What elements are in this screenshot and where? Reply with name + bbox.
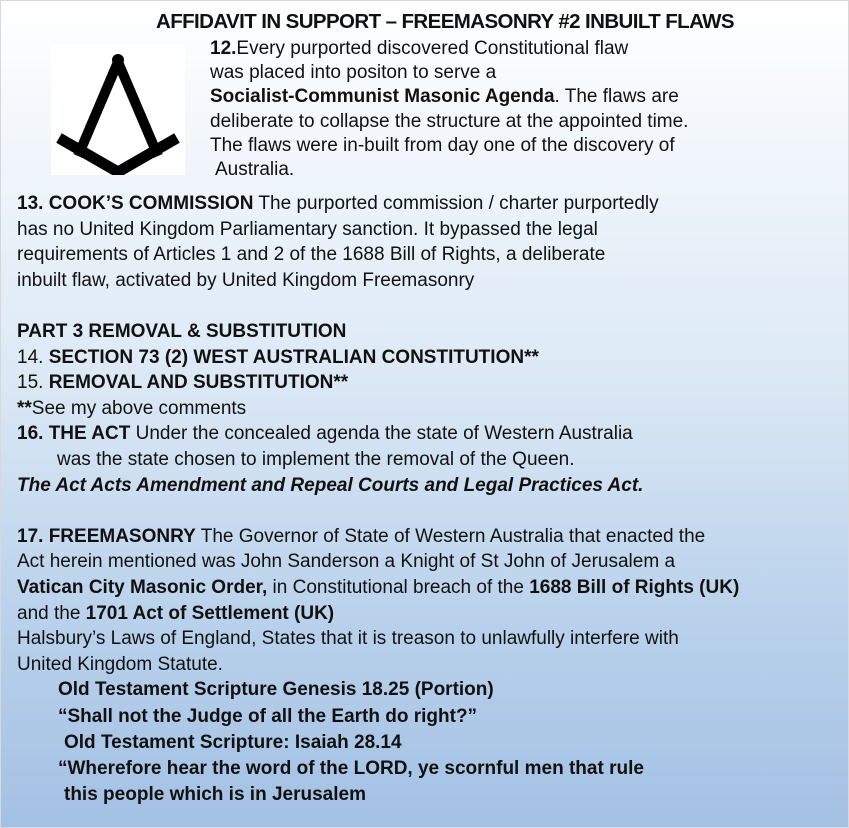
scripture-block xyxy=(17,677,842,808)
item-12-line-4: deliberate to collapse the structure at the appointed time. xyxy=(210,110,689,132)
item-12 xyxy=(210,37,830,182)
scripture-quote-2-line-2: this people which is in Jerusalem xyxy=(64,784,366,806)
item-16-heading: 16. THE ACT xyxy=(17,423,131,445)
item-17-heading: 17. FREEMASONRY xyxy=(17,525,196,547)
scripture-ref-1: Old Testament Scripture Genesis 18.25 (Portion) xyxy=(58,679,494,701)
item-17-line-5: Halsbury’s Laws of England, States that it is treason to unlawfully interfere with xyxy=(17,628,679,650)
item-12-line-6: Australia. xyxy=(215,159,295,181)
item-13-line-4: inbuilt flaw, activated by United Kingdom Freemasonry xyxy=(17,269,475,291)
note-text: See my above comments xyxy=(31,397,247,419)
item-17-line-2: Act herein mentioned was John Sanderson a Knight of St John of Jerusalem a xyxy=(17,551,676,573)
item-17-line-1: The Governor of State of Western Australia that enacted the xyxy=(195,525,706,547)
act-of-settlement: 1701 Act of Settlement (UK) xyxy=(85,602,335,624)
item-16-line-2: was the state chosen to implement the removal of the Queen. xyxy=(57,448,575,470)
item-17-line-3: in Constitutional breach of the xyxy=(267,576,530,598)
item-13-heading: 13. COOK’S COMMISSION xyxy=(17,193,254,214)
scripture-ref-2: Old Testament Scripture: Isaiah 28.14 xyxy=(64,731,402,753)
document-body xyxy=(17,191,842,809)
scripture-quote-2-line-1: “Wherefore hear the word of the LORD, ye scornful men that rule xyxy=(58,758,644,780)
page-title: AFFIDAVIT IN SUPPORT – FREEMASONRY #2 INBUILT FLAWS xyxy=(156,10,734,33)
item-12-line-2: was placed into positon to serve a xyxy=(210,62,497,84)
item-13-line-3: requirements of Articles 1 and 2 of the 1688 Bill of Rights, a deliberate xyxy=(17,244,606,266)
item-12-line-5: The flaws were in-built from day one of the discovery of xyxy=(210,134,675,156)
bill-of-rights: 1688 Bill of Rights (UK) xyxy=(529,576,740,598)
item-14-heading: SECTION 73 (2) WEST AUSTRALIAN CONSTITUTION** xyxy=(48,346,539,368)
scripture-quote-1: “Shall not the Judge of all the Earth do right?” xyxy=(58,705,478,727)
item-12-line-1: Every purported discovered Constitutional flaw xyxy=(236,38,629,59)
act-title: The Act Acts Amendment and Repeal Courts and Legal Practices Act. xyxy=(17,474,644,496)
vatican-order: Vatican City Masonic Order, xyxy=(17,576,268,598)
item-13-line-1: The purported commission / charter purportedly xyxy=(253,193,659,214)
item-12-line-3: . The flaws are xyxy=(554,86,679,108)
item-15-heading: REMOVAL AND SUBSTITUTION** xyxy=(48,372,349,394)
item-12-number: 12. xyxy=(210,38,237,59)
item-12-agenda: Socialist-Communist Masonic Agenda xyxy=(210,86,555,108)
note-stars: ** xyxy=(17,397,32,419)
item-15-number: 15. xyxy=(17,372,49,394)
square-and-compasses-icon xyxy=(51,44,185,175)
part-3-heading: PART 3 REMOVAL & SUBSTITUTION xyxy=(17,320,347,342)
item-17-line-4: and the xyxy=(17,602,86,624)
item-14-number: 14. xyxy=(17,346,49,368)
item-17-line-6: United Kingdom Statute. xyxy=(17,653,223,675)
item-16-line-1: Under the concealed agenda the state of Western Australia xyxy=(130,423,633,445)
masonic-logo xyxy=(51,44,185,175)
item-13-line-2: has no United Kingdom Parliamentary sanction. It bypassed the legal xyxy=(17,218,598,240)
